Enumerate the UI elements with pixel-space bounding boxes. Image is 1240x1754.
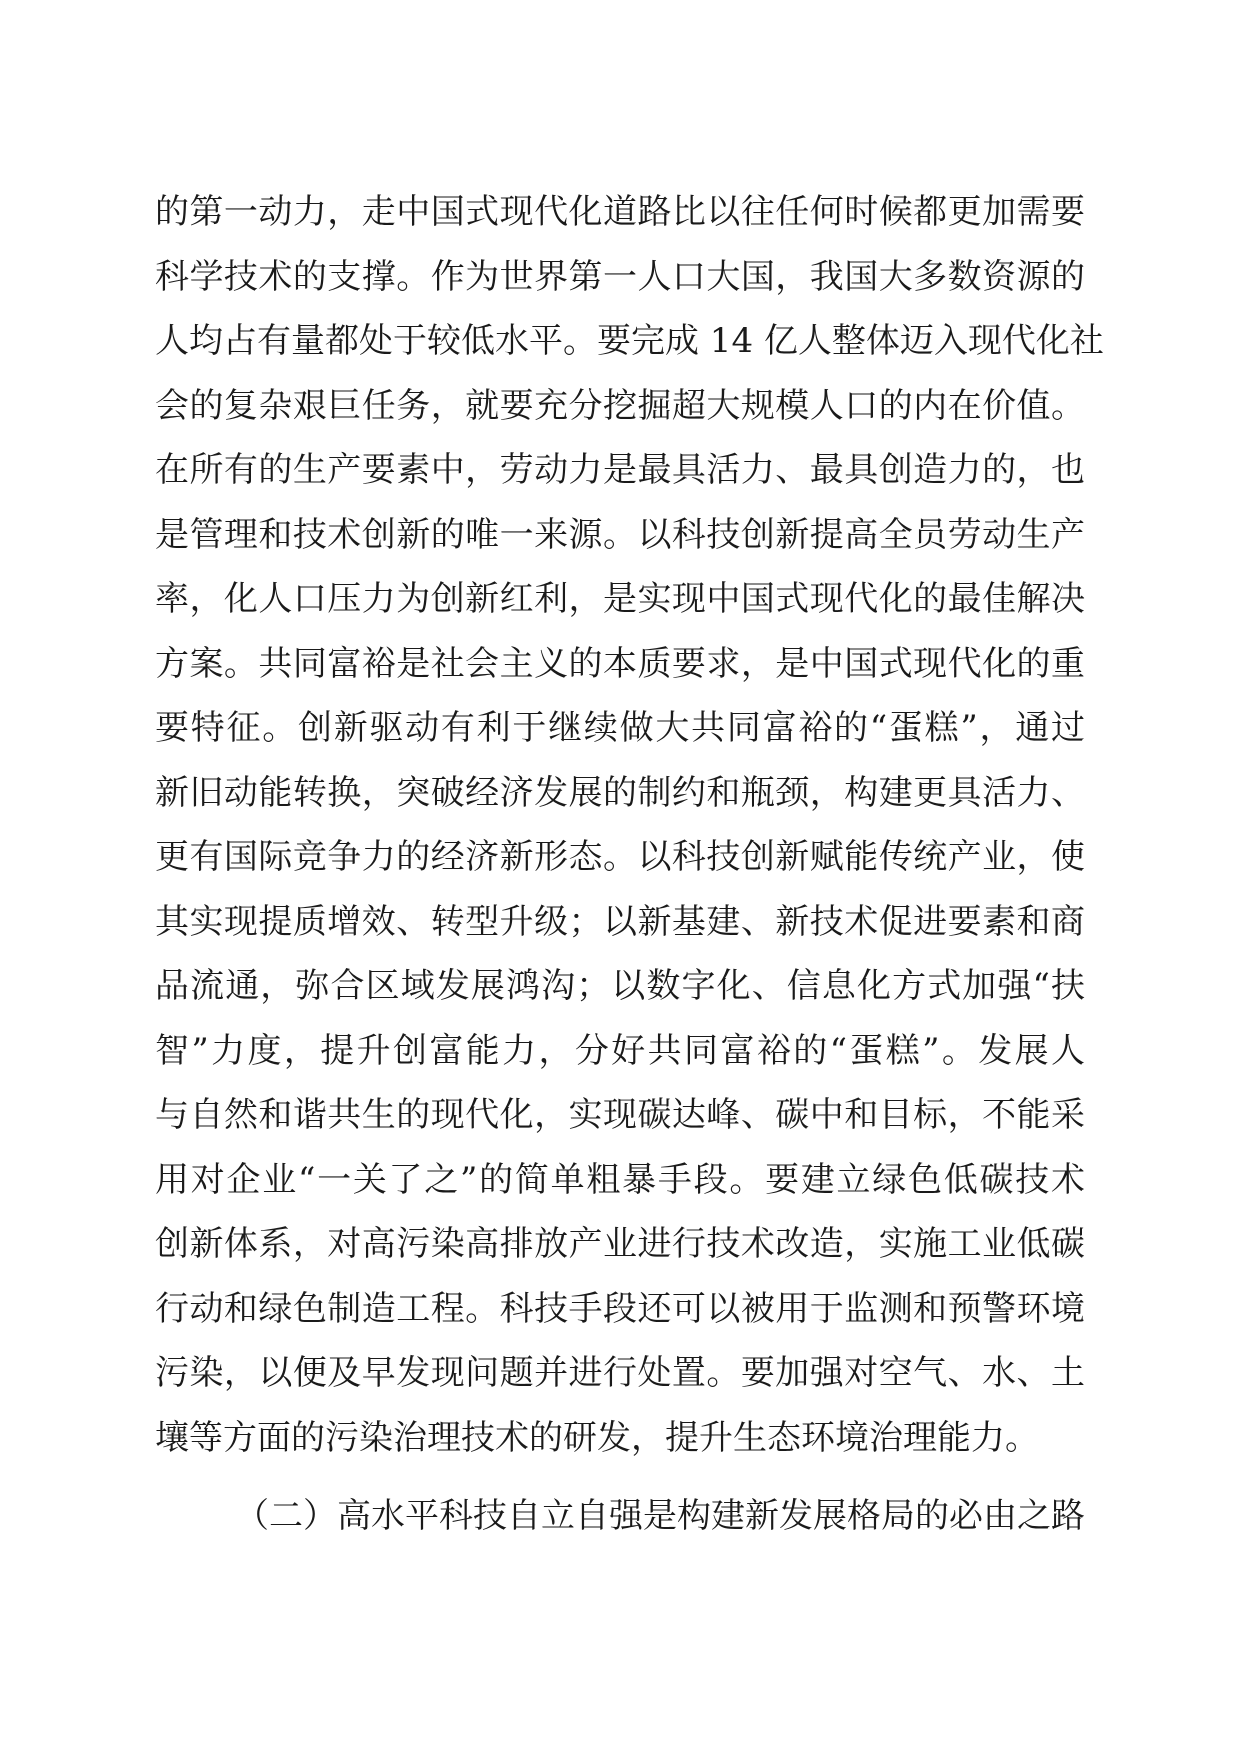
paragraph-line: 品流通，弥合区域发展鸿沟；以数字化、信息化方式加强“扶 [155,966,1085,1006]
paragraph-line: 是管理和技术创新的唯一来源。以科技创新提高全员劳动生产 [155,514,1085,555]
paragraph-line: 与自然和谐共生的现代化，实现碳达峰、碳中和目标，不能采 [155,1095,1085,1135]
paragraph-line: 污染，以便及早发现问题并进行处置。要加强对空气、水、土 [155,1353,1085,1393]
paragraph-line: 用对企业“一关了之”的简单粗暴手段。要建立绿色低碳技术 [155,1159,1085,1200]
paragraph-line: 新旧动能转换，突破经济发展的制约和瓶颈，构建更具活力、 [155,772,1085,813]
paragraph-line: 智”力度，提升创富能力，分好共同富裕的“蛋糕”。发展人 [155,1030,1085,1071]
body-paragraph [155,180,1104,1470]
paragraph-line: 其实现提质增效、转型升级；以新基建、新技术促进要素和商 [155,901,1085,942]
paragraph-line: 会的复杂艰巨任务，就要充分挖掘超大规模人口的内在价值。 [155,385,1085,426]
paragraph-line: 人均占有量都处于较低水平。要完成 14 亿人整体迈入现代化社 [155,321,1104,361]
paragraph-line: 行动和绿色制造工程。科技手段还可以被用于监测和预警环境 [155,1288,1085,1329]
paragraph-line: 要特征。创新驱动有利于继续做大共同富裕的“蛋糕”，通过 [155,708,1085,748]
section-heading: （二）高水平科技自立自强是构建新发展格局的必由之路 [235,1496,1085,1536]
paragraph-line: 率，化人口压力为创新红利，是实现中国式现代化的最佳解决 [155,579,1085,619]
paragraph-line: 在所有的生产要素中，劳动力是最具活力、最具创造力的，也 [155,450,1085,490]
paragraph-line: 的第一动力，走中国式现代化道路比以往任何时候都更加需要 [155,192,1085,232]
paragraph-line: 壤等方面的污染治理技术的研发，提升生态环境治理能力。 [155,1417,1039,1458]
paragraph-line: 科学技术的支撑。作为世界第一人口大国，我国大多数资源的 [155,256,1085,297]
paragraph-line: 方案。共同富裕是社会主义的本质要求，是中国式现代化的重 [155,643,1085,684]
paragraph-line: 更有国际竞争力的经济新形态。以科技创新赋能传统产业，使 [155,837,1085,877]
paragraph-line: 创新体系，对高污染高排放产业进行技术改造，实施工业低碳 [155,1224,1085,1264]
